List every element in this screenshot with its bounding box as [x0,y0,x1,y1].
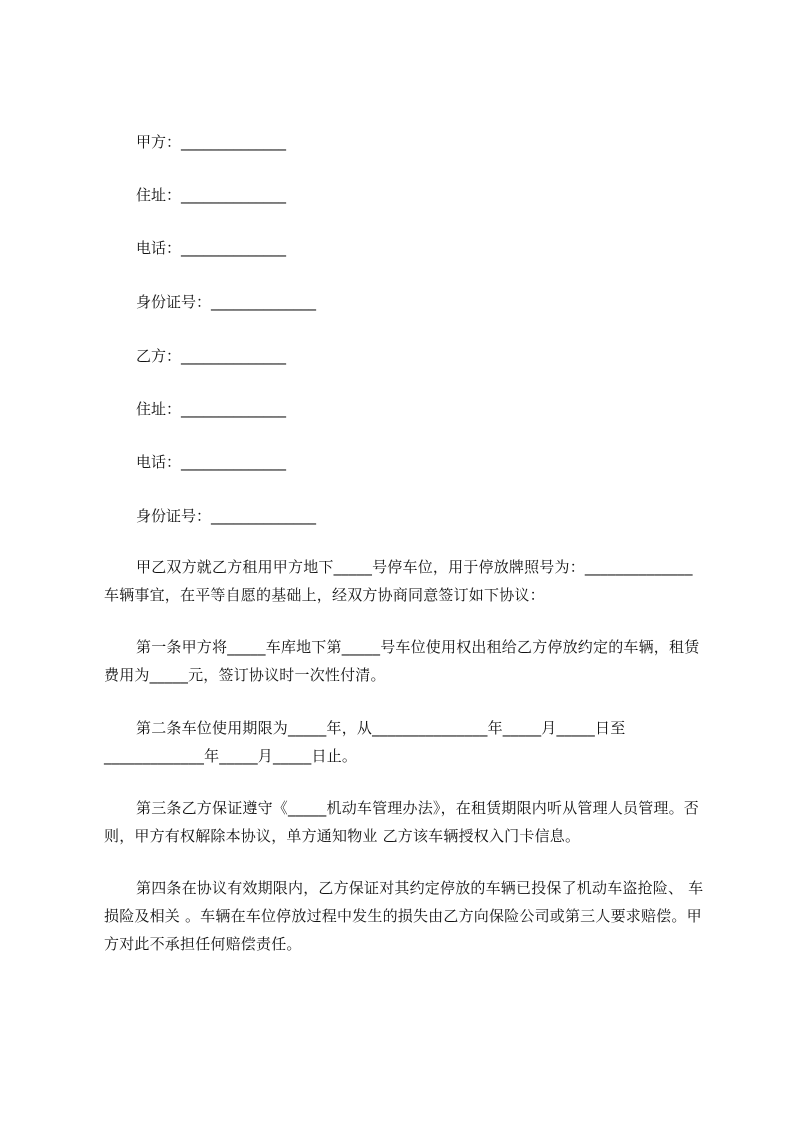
party-b-address: 住址：______________ [136,400,287,418]
party-b-id-number: 身份证号：______________ [136,507,317,525]
article-4-paragraph: 第四条在协议有效期限内，乙方保证对其约定停放的车辆已投保了机动车盗抢险、 车损险及相关 。车辆在车位停放过程中发生的损失由乙方向保险公司或第三人要求赔偿。甲方对此不承担任何赔偿责任。 [104,879,704,953]
article-1-paragraph: 第一条甲方将_____车库地下第_____号车位使用权出租给乙方停放约定的车辆，租赁费用为_____元，签订协议时一次性付清。 [104,638,700,684]
party-a-address: 住址：______________ [136,186,287,204]
party-a-id-number: 身份证号：______________ [136,293,317,311]
party-b-phone: 电话：______________ [136,453,287,471]
article-2-paragraph: 第二条车位使用期限为_____年，从_______________年_____月_____日至_____________年_____月_____日止。 [104,719,626,765]
party-a-phone: 电话：______________ [136,239,287,257]
article-3-paragraph: 第三条乙方保证遵守《_____机动车管理办法》，在租赁期限内听从管理人员管理。否则，甲方有权解除本协议，单方通知物业 乙方该车辆授权入门卡信息。 [104,799,700,845]
intro-paragraph: 甲乙双方就乙方租用甲方地下_____号停车位，用于停放牌照号为：______________车辆事宜，在平等自愿的基础上，经双方协商同意签订如下协议： [104,558,693,604]
party-a-name: 甲方：______________ [136,133,287,151]
party-b-name: 乙方：______________ [136,347,287,365]
